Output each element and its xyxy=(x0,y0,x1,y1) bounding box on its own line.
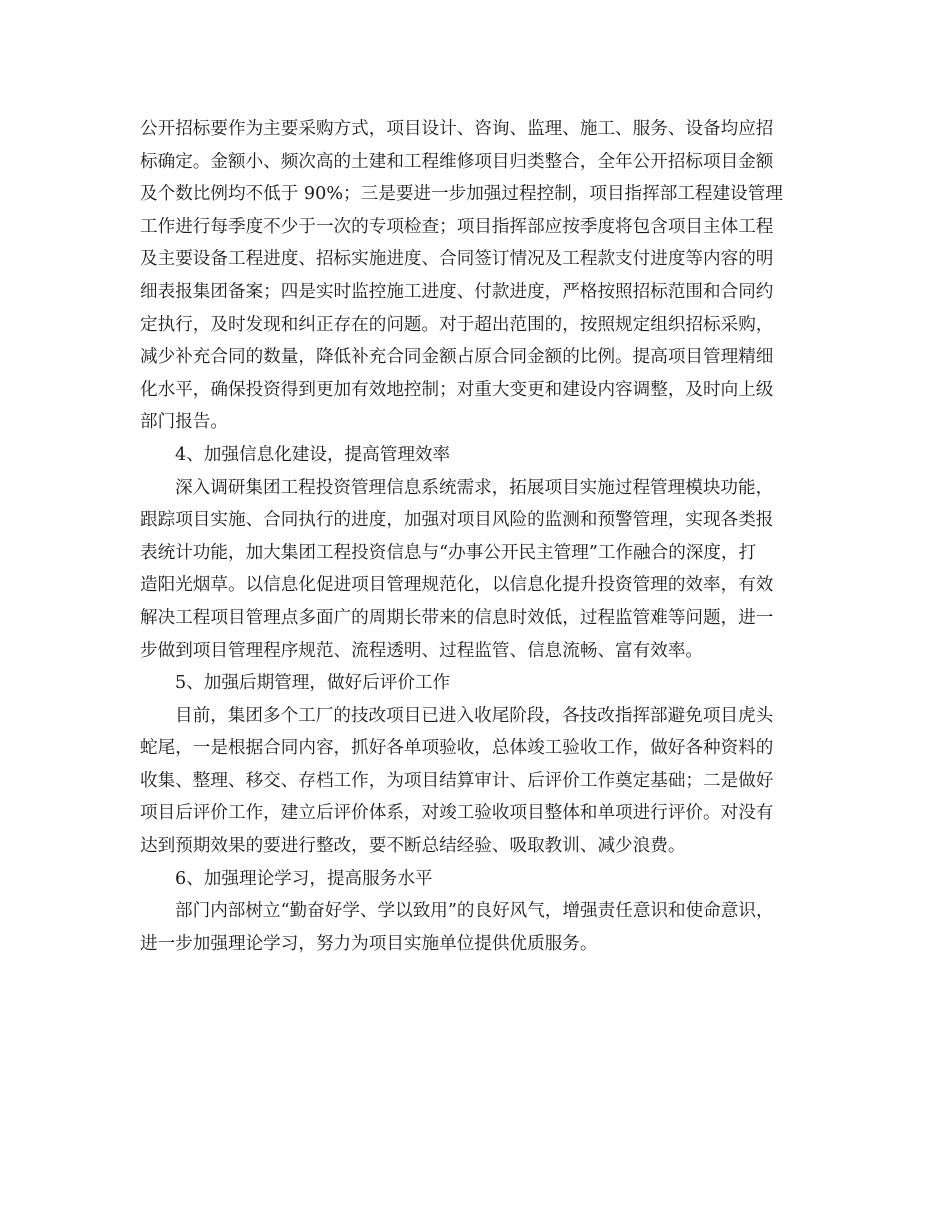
text-line: 工作进行每季度不少于一次的专项检查；项目指挥部应按季度将包含项目主体工程 xyxy=(140,216,774,237)
text-line: 定执行，及时发现和纠正存在的问题。对于超出范围的，按照规定组织招标采购， xyxy=(140,314,774,335)
document-body xyxy=(140,113,812,960)
paragraph-first-line: 目前，集团多个工厂的技改项目已进入收尾阶段，各技改指挥部避免项目虎头 xyxy=(175,705,774,726)
text-line: 收集、整理、移交、存档工作，为项目结算审计、后评价工作奠定基础；二是做好 xyxy=(140,770,774,791)
paragraph-first-line: 深入调研集团工程投资管理信息系统需求，拓展项目实施过程管理模块功能， xyxy=(175,477,774,498)
section-heading: 6、加强理论学习，提高服务水平 xyxy=(175,868,433,889)
text-line: 减少补充合同的数量，降低补充合同金额占原合同金额的比例。提高项目管理精细 xyxy=(140,347,774,368)
paragraph-first-line: 部门内部树立“勤奋好学、学以致用”的良好风气，增强责任意识和使命意识， xyxy=(175,901,774,922)
text-line: 项目后评价工作，建立后评价体系，对竣工验收项目整体和单项进行评价。对没有 xyxy=(140,803,774,824)
text-line: 部门报告。 xyxy=(140,412,228,433)
text-line: 跟踪项目实施、合同执行的进度，加强对项目风险的监测和预警管理，实现各类报 xyxy=(140,510,774,531)
text-line: 化水平，确保投资得到更加有效地控制；对重大变更和建设内容调整，及时向上级 xyxy=(140,379,774,400)
text-line: 公开招标要作为主要采购方式，项目设计、咨询、监理、施工、服务、设备均应招 xyxy=(140,119,774,139)
text-line: 细表报集团备案；四是实时监控施工进度、付款进度，严格按照招标范围和合同约 xyxy=(140,281,774,302)
section-heading: 5、加强后期管理，做好后评价工作 xyxy=(175,673,451,694)
text-line: 解决工程项目管理点多面广的周期长带来的信息时效低，过程监管难等问题，进一 xyxy=(140,607,774,628)
text-line: 步做到项目管理程序规范、流程透明、过程监管、信息流畅、富有效率。 xyxy=(140,640,704,661)
text-line: 进一步加强理论学习，努力为项目实施单位提供优质服务。 xyxy=(140,933,598,954)
text-line: 标确定。金额小、频次高的土建和工程维修项目归类整合，全年公开招标项目金额 xyxy=(140,151,774,172)
section-heading: 4、加强信息化建设，提高管理效率 xyxy=(175,444,451,465)
text-line: 造阳光烟草。以信息化促进项目管理规范化，以信息化提升投资管理的效率，有效 xyxy=(140,575,774,596)
text-line: 及个数比例均不低于 90%；三是要进一步加强过程控制，项目指挥部工程建设管理 xyxy=(140,184,783,205)
text-line: 表统计功能，加大集团工程投资信息与“办事公开民主管理”工作融合的深度，打 xyxy=(140,542,757,563)
text-line: 蛇尾，一是根据合同内容，抓好各单项验收，总体竣工验收工作，做好各种资料的 xyxy=(140,738,774,759)
text-line: 达到预期效果的要进行整改，要不断总结经验、吸取教训、减少浪费。 xyxy=(140,836,686,857)
text-line: 及主要设备工程进度、招标实施进度、合同签订情况及工程款支付进度等内容的明 xyxy=(140,249,774,270)
